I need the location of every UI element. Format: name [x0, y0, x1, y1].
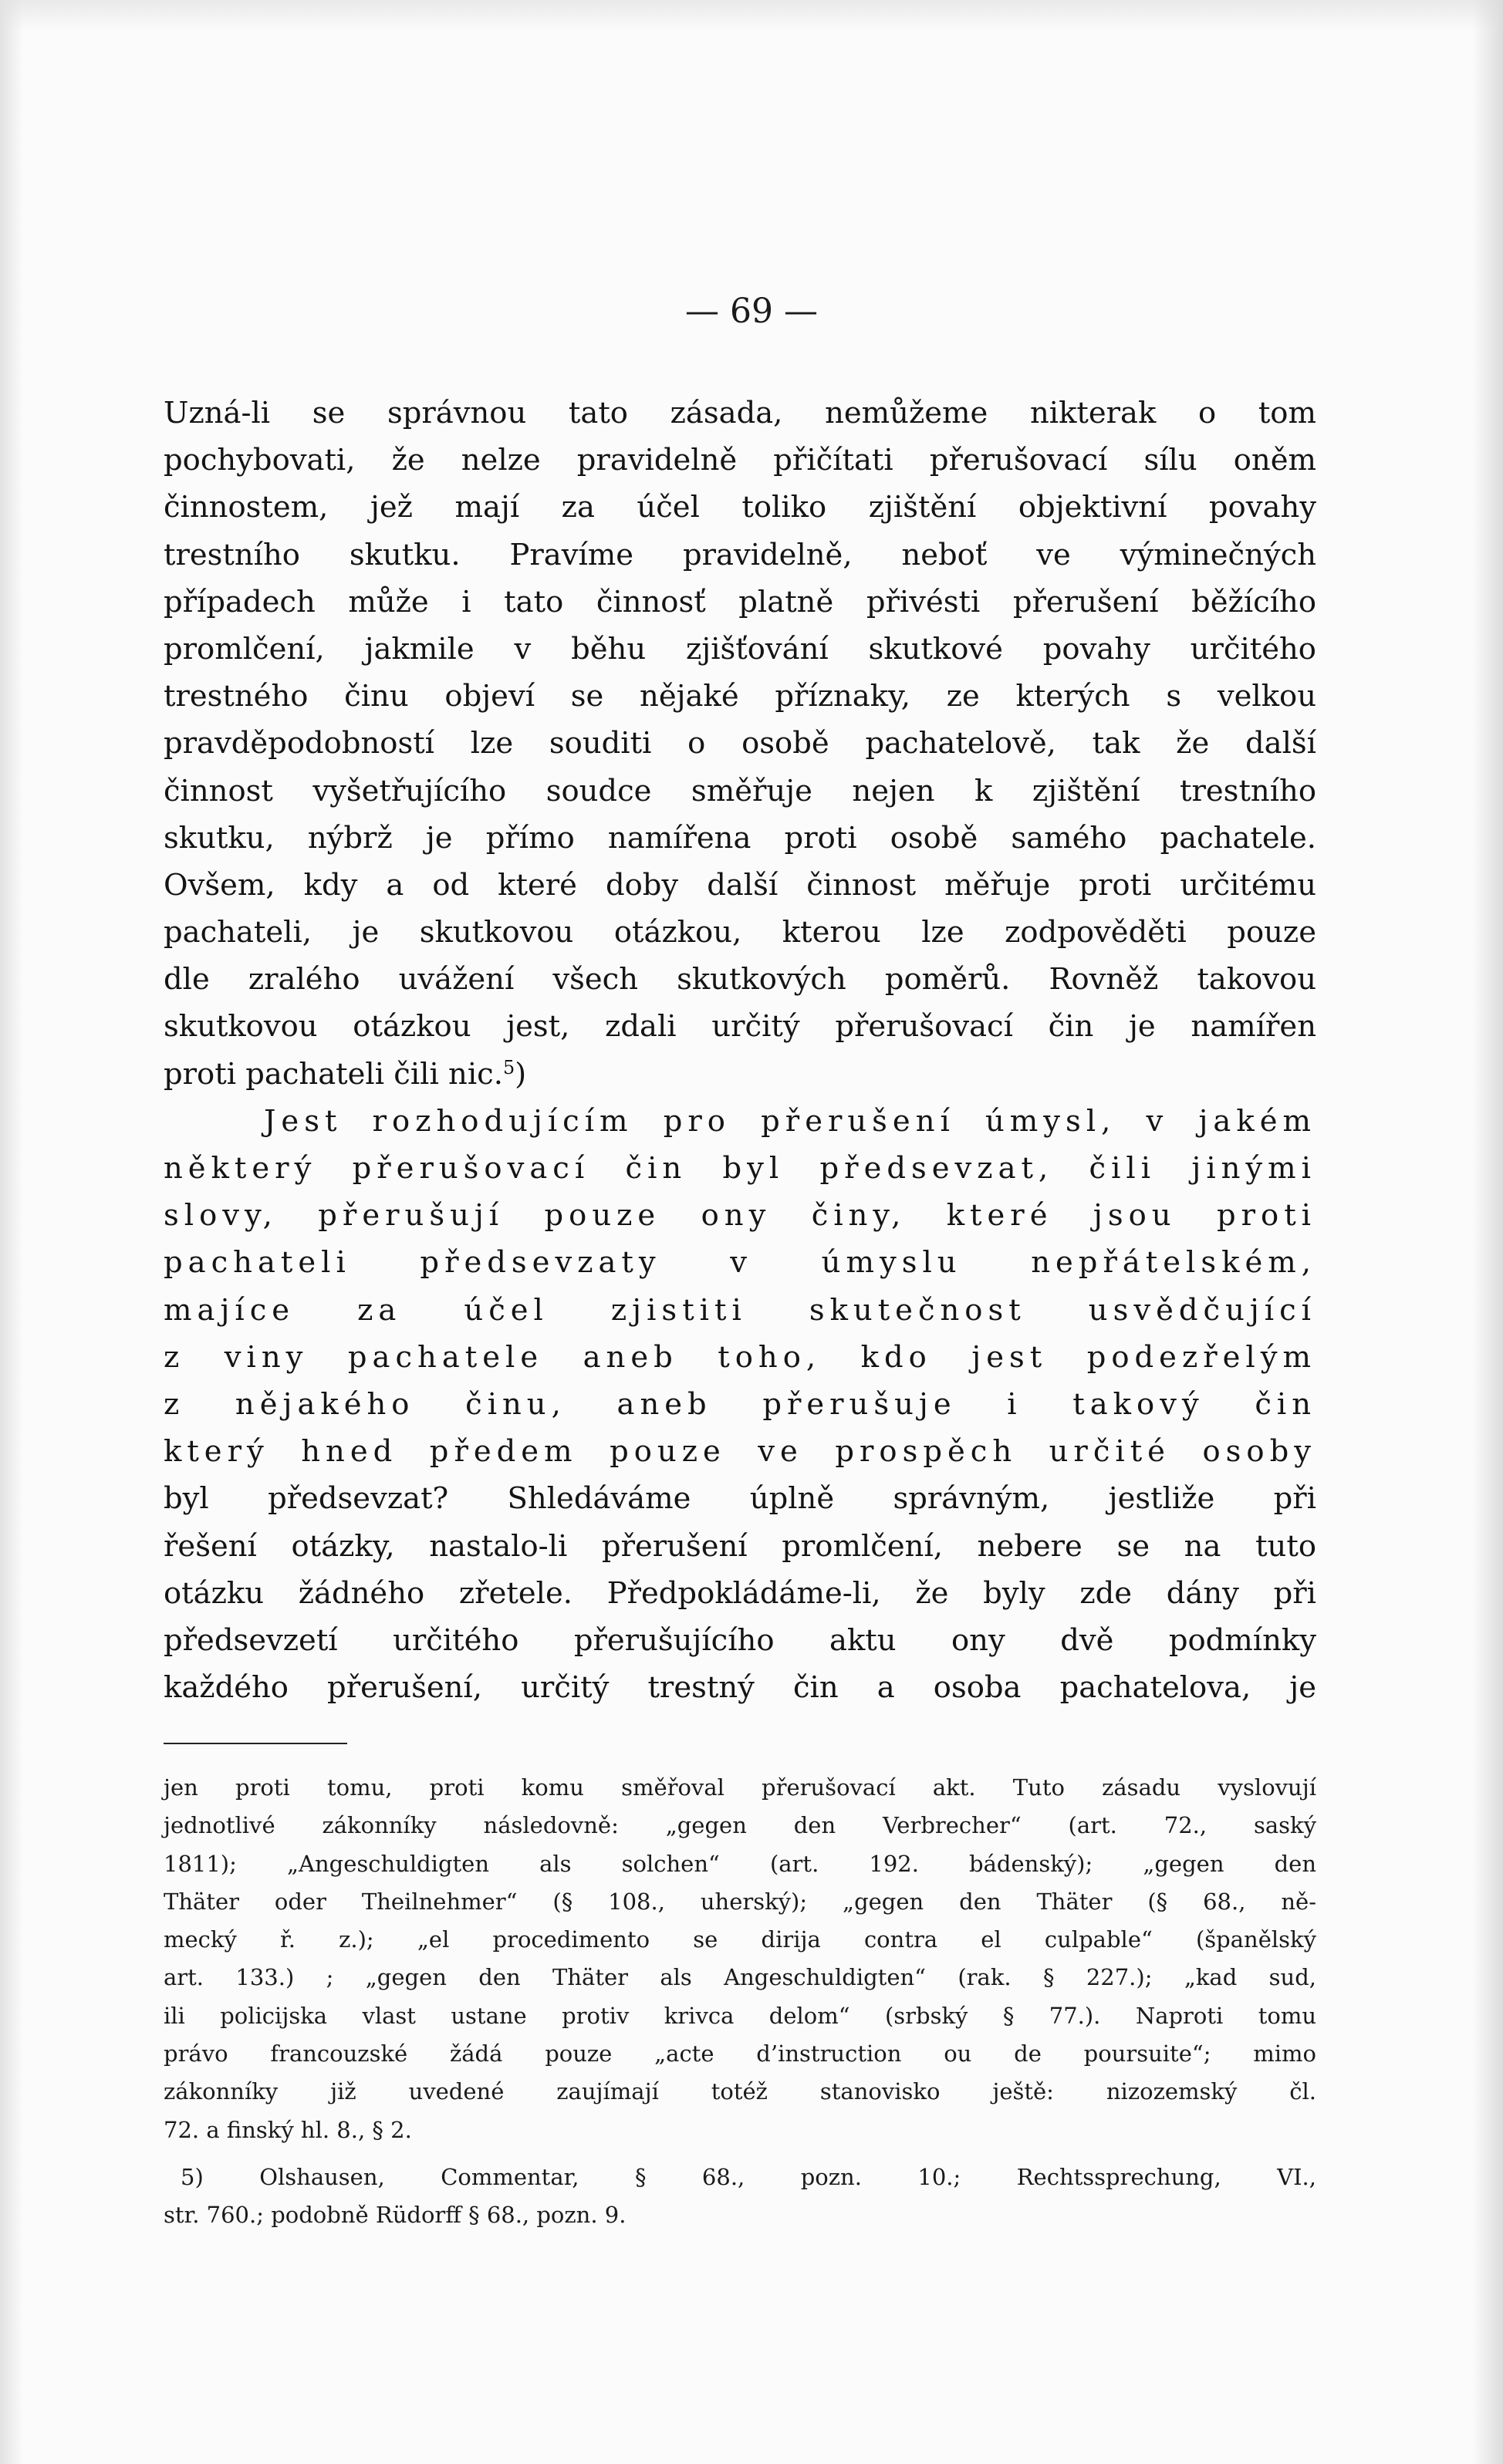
body-line: řešení otázky, nastalo-li přerušení promlčení, nebere se na tuto — [164, 1528, 1316, 1564]
body-line: případech může i tato činnosť platně přivésti přerušení běžícího — [164, 584, 1316, 619]
body-line-with-footnote-ref — [164, 1051, 1316, 1098]
body-line-spaced: majíce za účel zjistiti skutečnost usvědčující — [164, 1292, 1316, 1328]
body-line-spaced: Jest rozhodujícím pro přerušení úmysl, v jakém — [264, 1103, 1316, 1139]
footnote-line: 1811); „Angeschuldigten als solchen“ (art. 192. bádenský); „gegen den — [164, 1850, 1316, 1877]
body-line: byl předsevzat? Shledáváme úplně správným, jestliže při — [164, 1481, 1316, 1517]
page-number: — 69 — — [685, 292, 818, 331]
body-line: trestního skutku. Pravíme pravidelně, neboť ve výminečných — [164, 537, 1316, 572]
body-line: otázku žádného zřetele. Předpokládáme-li, že byly zde dány při — [164, 1575, 1316, 1611]
body-line: skutku, nýbrž je přímo namířena proti osobě samého pachatele. — [164, 820, 1316, 856]
main-text — [164, 390, 1316, 1711]
scan-shadow-right — [1472, 0, 1503, 2464]
body-line: pochybovati, že nelze pravidelně přičítati přerušovací sílu oněm — [164, 443, 1316, 478]
scan-shadow-left — [0, 0, 23, 2464]
body-line: činnostem, jež mají za účel toliko zjištění objektivní povahy — [164, 490, 1316, 525]
body-line: trestného činu objeví se nějaké příznaky, ze kterých s velkou — [164, 679, 1316, 714]
footnote-5-line: 5) Olshausen, Commentar, § 68., pozn. 10.; Rechtssprechung, VI., — [181, 2163, 1316, 2190]
body-line-spaced: z viny pachatele aneb toho, kdo jest podezřelým — [164, 1339, 1316, 1375]
footnote-line: 72. a finský hl. 8., § 2. — [164, 2116, 412, 2143]
body-line: Ovšem, kdy a od které doby další činnost měřuje proti určitému — [164, 867, 1316, 903]
body-line-spaced: některý přerušovací čin byl předsevzat, čili jinými — [164, 1151, 1316, 1186]
footnotes — [164, 1769, 1316, 2235]
body-line: každého přerušení, určitý trestný čin a osoba pachatelova, je — [164, 1670, 1316, 1706]
body-line-spaced: který hned předem pouze ve prospěch určité osoby — [164, 1434, 1316, 1470]
footnote-ref-paren: ) — [515, 1056, 527, 1092]
body-line: dle zralého uvážení všech skutkových poměrů. Rovněž takovou — [164, 962, 1316, 997]
footnote-5-line: str. 760.; podobně Rüdorff § 68., pozn. 9. — [164, 2202, 627, 2229]
body-line: činnost vyšetřujícího soudce směřuje nejen k zjištění trestního — [164, 773, 1316, 808]
footnote-line: jednotlivé zákonníky následovně: „gegen den Verbrecher“ (art. 72., saský — [164, 1812, 1316, 1839]
footnote-line: Thäter oder Theilnehmer“ (§ 108., uherský); „gegen den Thäter (§ 68., ně- — [164, 1888, 1316, 1915]
body-line-spaced: pachateli předsevzaty v úmyslu nepřátelském, — [164, 1245, 1316, 1281]
body-line: promlčení, jakmile v běhu zjišťování skutkové povahy určitého — [164, 631, 1316, 667]
footnote-ref-5: 5 — [502, 1056, 515, 1078]
body-line: skutkovou otázkou jest, zdali určitý přerušovací čin je namířen — [164, 1009, 1316, 1045]
body-line-spaced: z nějakého činu, aneb přerušuje i takový čin — [164, 1386, 1316, 1422]
body-line: předsevzetí určitého přerušujícího aktu ony dvě podmínky — [164, 1622, 1316, 1658]
body-line: pachateli, je skutkovou otázkou, kterou lze zodpověděti pouze — [164, 915, 1316, 950]
body-line: pravděpodobností lze souditi o osobě pachatelově, tak že další — [164, 726, 1316, 761]
footnote-line: ili policijska vlast ustane protiv krivca delom“ (srbský § 77.). Naproti tomu — [164, 2002, 1316, 2029]
body-line-spaced: slovy, přerušují pouze ony činy, které jsou proti — [164, 1198, 1316, 1234]
footnote-line: art. 133.) ; „gegen den Thäter als Angeschuldigten“ (rak. § 227.); „kad sud, — [164, 1964, 1316, 1991]
footnote-line: mecký ř. z.); „el procedimento se dirija contra el culpable“ (španělský — [164, 1926, 1316, 1953]
footnote-line: právo francouzské žádá pouze „acte d’instruction ou de poursuite“; mimo — [164, 2040, 1316, 2067]
scan-shadow-top — [0, 0, 1503, 31]
body-line: Uzná-li se správnou tato zásada, nemůžeme nikterak o tom — [164, 396, 1316, 430]
footnote-line: zákonníky již uvedené zaujímají totéž stanovisko ještě: nizozemský čl. — [164, 2078, 1316, 2105]
body-line-text: proti pachateli čili nic. — [164, 1056, 503, 1092]
footnote-separator — [164, 1743, 347, 1744]
footnote-line: jen proti tomu, proti komu směřoval přerušovací akt. Tuto zásadu vyslovují — [164, 1774, 1316, 1801]
